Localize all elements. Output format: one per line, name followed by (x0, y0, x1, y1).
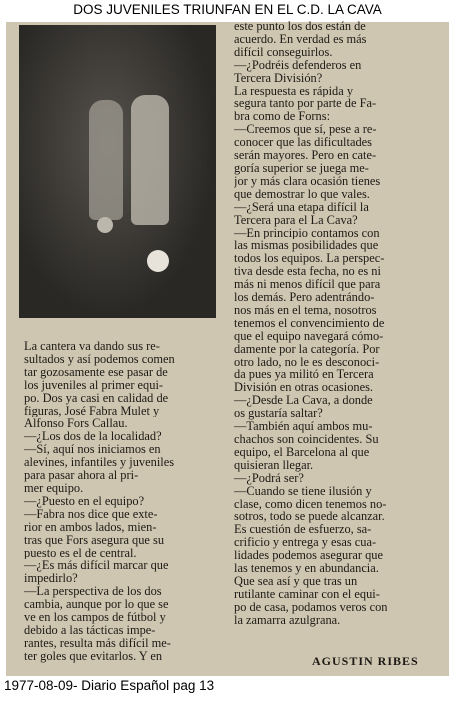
text-line: los juveniles al primer equi- (24, 378, 164, 392)
text-line: quisieran llegar. (234, 458, 314, 472)
text-line: tar gozosamente ese pasar de (24, 365, 168, 379)
text-line: —Cuando se tiene ilusión y (234, 484, 372, 498)
text-line: —¿Será una etapa difícil la (234, 200, 369, 214)
text-line: cambia, aunque por lo que se (24, 598, 169, 612)
text-line: —¿Podréis defenderos en (234, 58, 362, 72)
text-line: para pasar ahora al pri- (24, 469, 139, 482)
text-line: segura tanto por parte de Fa- (234, 97, 377, 111)
text-line: Alfonso Fors Callau. (24, 417, 128, 431)
text-line: nos más en el tema, nosotros (234, 303, 377, 317)
author-signature: AGUSTIN RIBES (312, 654, 419, 668)
text-line: puesto es el de central. (24, 546, 137, 560)
text-line: os gustaría saltar? (234, 407, 323, 421)
text-line: tiva desde esta fecha, no es ni (234, 265, 381, 279)
text-line: po de casa, podamos veros con (234, 600, 388, 614)
text-line: goría superior se juega me- (234, 161, 369, 175)
text-line: tenemos el convencimiento de (234, 316, 385, 330)
text-line: jor y más clara ocasión tienes (234, 174, 381, 188)
text-line: lidades podemos asegurar que (234, 549, 383, 563)
text-line: Es cuestión de esfuerzo, sa- (234, 523, 372, 537)
newspaper-clipping (6, 22, 449, 676)
text-line: las mismas posibilidades que (234, 239, 379, 253)
text-line: —Creemos que sí, pese a re- (234, 123, 377, 137)
football-icon (97, 217, 113, 233)
text-line: sultados y así podemos comen (24, 352, 175, 366)
football-icon (147, 250, 169, 272)
text-line: La respuesta es rápida y (234, 84, 354, 98)
right-column (234, 20, 446, 627)
text-line: rutilante caminar con el equi- (234, 587, 380, 601)
text-line: difícil conseguirlos. (234, 45, 333, 59)
text-line: —¿Podrá ser? (234, 471, 304, 485)
source-caption: 1977-08-09- Diario Español pag 13 (4, 678, 215, 693)
text-line: La cantera va dando sus re- (24, 340, 160, 353)
text-line: po. Dos ya casi en calidad de (24, 391, 169, 405)
text-line: chachos son coincidentes. Su (234, 433, 379, 446)
text-line: ve en los campos de fútbol y (24, 611, 166, 624)
text-line: rantes, resulta más difícil me- (24, 636, 171, 650)
text-line: serán mayores. Pero en cate- (234, 149, 377, 162)
text-line: figuras, José Fabra Mulet y (24, 404, 160, 418)
text-line: equipo, el Barcelona al que (234, 445, 370, 459)
text-line: debido a las tácticas impe- (24, 623, 156, 637)
text-line: los demás. Pero adentrándo- (234, 291, 375, 304)
text-line: otro lado, no le es desconoci- (234, 355, 380, 369)
text-line: —Fabra nos dice que exte- (24, 507, 158, 521)
text-line: más ni menos difícil que para (234, 278, 381, 292)
text-line: —También aquí ambos mu- (234, 420, 373, 433)
left-column (24, 340, 224, 663)
text-line: acuerdo. En verdad es más (234, 32, 367, 46)
text-line: tras que Fors asegura que su (24, 533, 165, 547)
text-line: damente por la categoría. Por (234, 342, 380, 356)
players-photo (19, 25, 216, 318)
text-line: clase, como dicen tenemos no- (234, 497, 387, 511)
text-line: Que sea así y que tras un (234, 574, 358, 588)
text-line: —¿Desde La Cava, a donde (234, 394, 373, 408)
text-line: alevines, infantiles y juveniles (24, 456, 175, 470)
text-line: crificio y entrega y esas cua- (234, 536, 377, 550)
text-line: rior en ambos lados, mien- (24, 520, 157, 534)
text-line: que demostrar lo que vales. (234, 187, 370, 201)
text-line: conocer que las dificultades (234, 136, 372, 150)
text-line: sotros, todo se puede alcanzar. (234, 510, 385, 524)
text-line: ter goles que evitarlos. Y en (24, 649, 163, 663)
text-line: —¿Los dos de la localidad? (24, 430, 162, 444)
text-line: Tercera para el La Cava? (234, 213, 358, 227)
headline: DOS JUVENILES TRIUNFAN EN EL C.D. LA CAVA (73, 2, 382, 17)
text-line: las tenemos y en abundancia. (234, 562, 379, 575)
text-line: mer equipo. (24, 481, 84, 495)
text-line: bra como de Forns: (234, 110, 331, 124)
text-line: —¿Puesto en el equipo? (24, 494, 145, 508)
text-line: —En principio contamos con (234, 226, 380, 240)
text-line: impedirlo? (24, 572, 78, 586)
text-line: la zamarra azulgrana. (234, 613, 341, 627)
text-line: —¿Es más difícil marcar que (24, 559, 169, 573)
text-line: todos los equipos. La perspec- (234, 252, 385, 266)
text-line: Tercera División? (234, 71, 323, 85)
text-line: —La perspectiva de los dos (24, 585, 162, 599)
text-line: —Sí, aquí nos iniciamos en (24, 443, 161, 457)
text-line: que el equipo navegará cómo- (234, 329, 384, 343)
player-right-figure (131, 95, 169, 225)
text-line: da pues ya militó en Tercera (234, 368, 374, 382)
text-line: este punto los dos están de (234, 20, 366, 33)
text-line: División en otras ocasiones. (234, 381, 374, 395)
player-left-figure (89, 100, 123, 220)
